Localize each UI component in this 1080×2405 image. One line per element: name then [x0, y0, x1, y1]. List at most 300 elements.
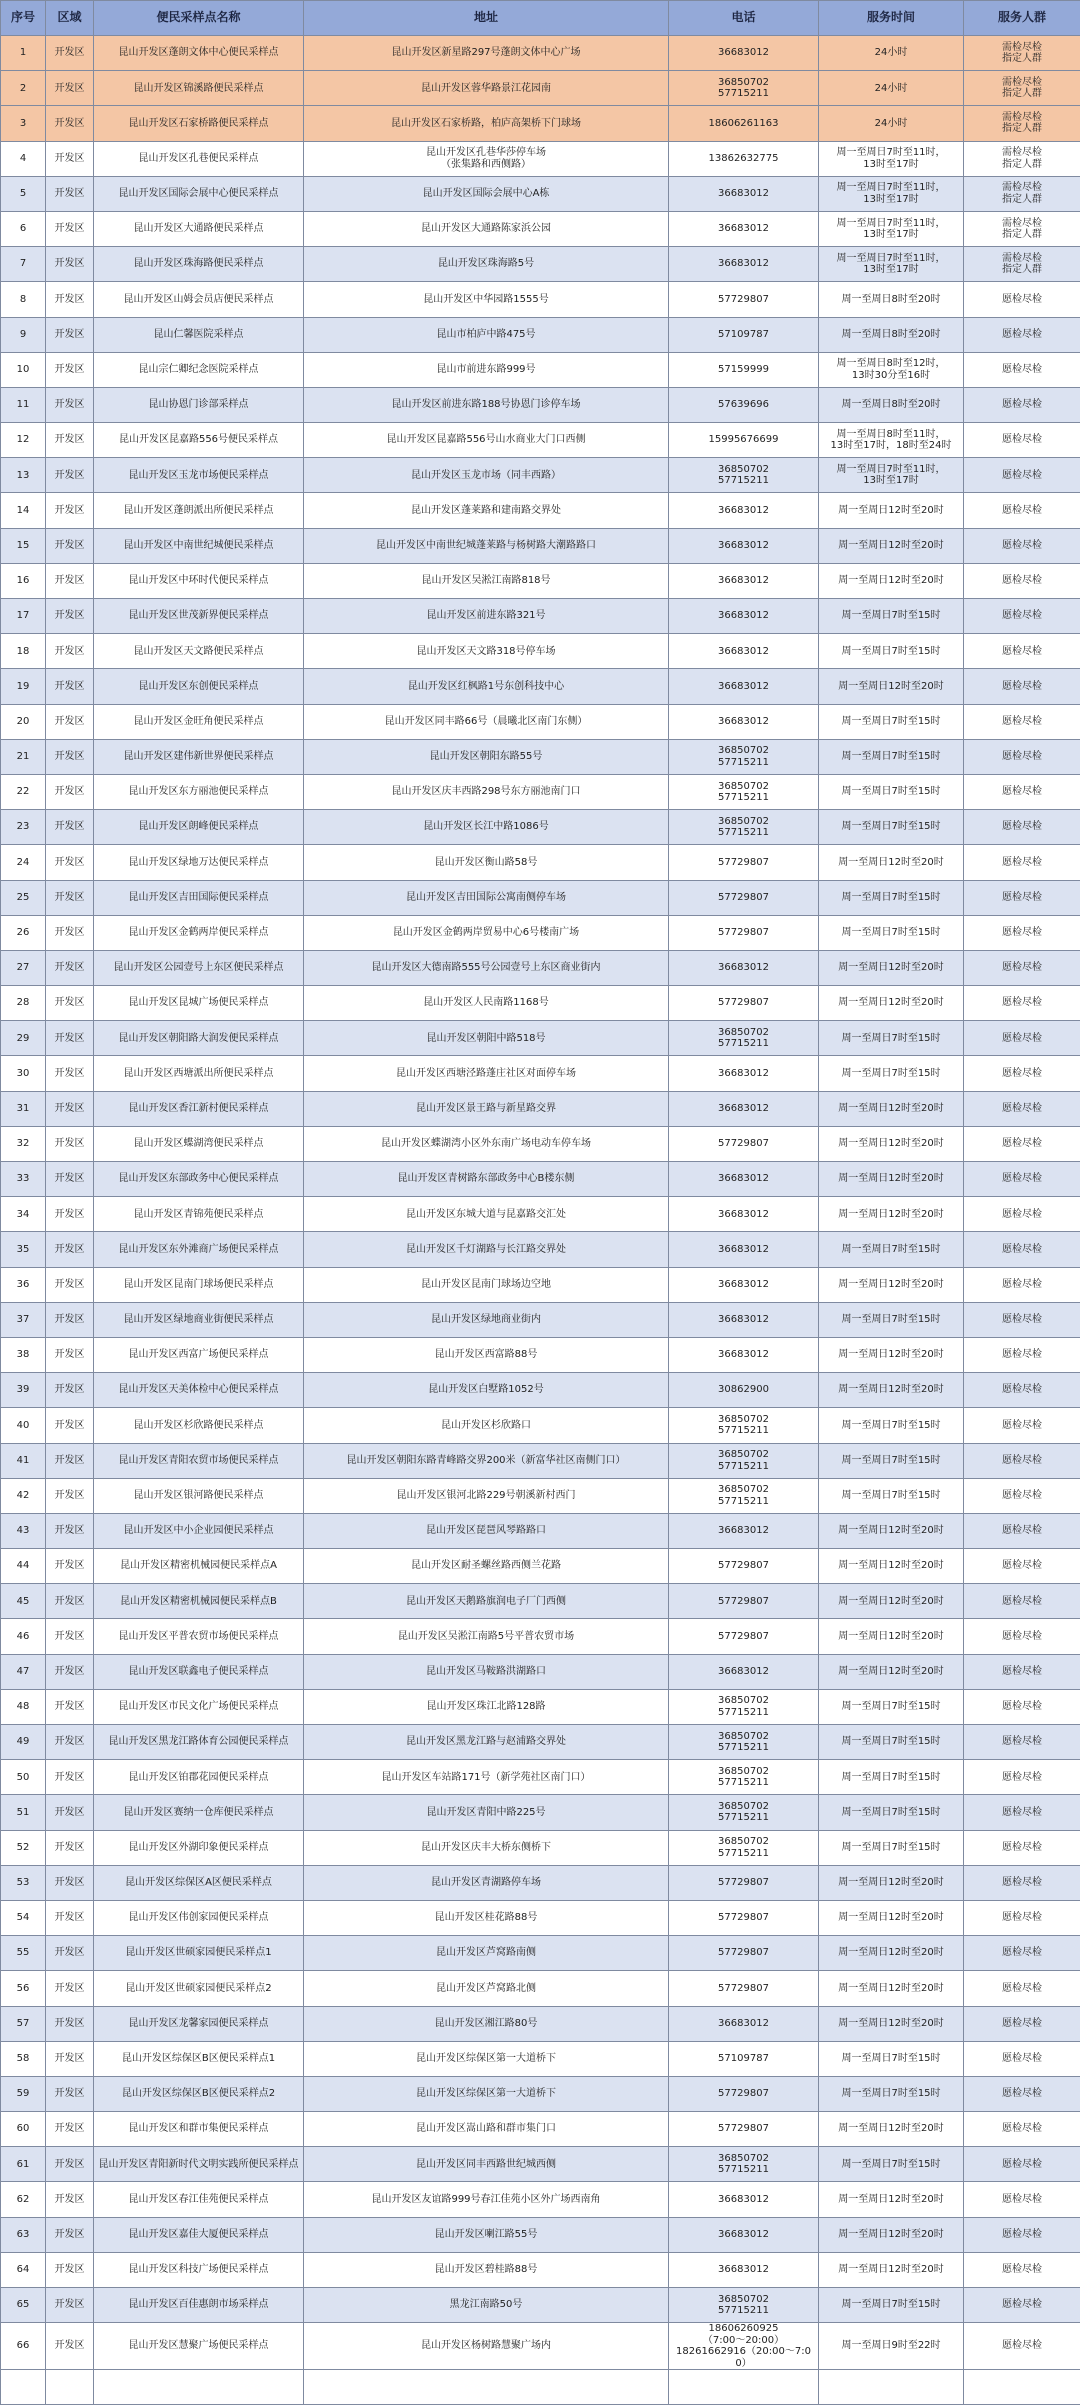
cell-address: 昆山开发区桂花路88号 [304, 1900, 669, 1935]
cell-service-time: 周一至周日7时至15时 [819, 2288, 964, 2323]
cell-service-group: 愿检尽检 [964, 1549, 1080, 1584]
cell-service-time: 周一至周日7时至15时 [819, 810, 964, 845]
cell-index: 4 [1, 141, 46, 176]
cell-address: 昆山开发区石家桥路，柏庐高架桥下门球场 [304, 106, 669, 141]
cell-index: 12 [1, 423, 46, 458]
cell-phone: 36683012 [669, 1232, 819, 1267]
cell-address: 昆山开发区千灯湖路与长江路交界处 [304, 1232, 669, 1267]
cell-district: 开发区 [46, 2006, 94, 2041]
cell-phone: 36850702 57715211 [669, 774, 819, 809]
cell-district: 开发区 [46, 2217, 94, 2252]
cell-index: 23 [1, 810, 46, 845]
table-body [1, 36, 1080, 2405]
cell-service-time: 周一至周日7时至15时 [819, 915, 964, 950]
cell-site-name: 昆山开发区东外滩商广场便民采样点 [94, 1232, 304, 1267]
cell-district: 开发区 [46, 1056, 94, 1091]
cell-phone: 57729807 [669, 1971, 819, 2006]
cell-index: 39 [1, 1373, 46, 1408]
cell-address: 昆山开发区孔巷华莎停车场 （张集路和西侧路） [304, 141, 669, 176]
empty-row [1, 2370, 1080, 2405]
cell-index: 1 [1, 36, 46, 71]
cell-site-name: 昆山开发区黑龙江路体育公园便民采样点 [94, 1725, 304, 1760]
cell-site-name: 昆山开发区天文路便民采样点 [94, 634, 304, 669]
cell-district: 开发区 [46, 1549, 94, 1584]
cell-address: 昆山开发区新星路297号蓬朗文体中心广场 [304, 36, 669, 71]
cell-site-name: 昆山开发区金旺角便民采样点 [94, 704, 304, 739]
cell-service-time: 周一至周日12时至20时 [819, 1513, 964, 1548]
table-row [1, 1443, 1080, 1478]
cell-phone: 13862632775 [669, 141, 819, 176]
cell-service-group: 愿检尽检 [964, 2147, 1080, 2182]
cell-phone: 18606260925 （7:00～20:00） 18261662916（20:00～7:00） [669, 2323, 819, 2370]
cell-service-group: 需检尽检 指定人群 [964, 36, 1080, 71]
cell-index: 20 [1, 704, 46, 739]
cell-service-time: 周一至周日12时至20时 [819, 528, 964, 563]
cell-index: 46 [1, 1619, 46, 1654]
cell-phone: 18606261163 [669, 106, 819, 141]
cell-index: 31 [1, 1091, 46, 1126]
table-row [1, 36, 1080, 71]
cell-phone: 36683012 [669, 599, 819, 634]
cell-service-group: 愿检尽检 [964, 634, 1080, 669]
cell-address: 昆山开发区庆丰大桥东侧桥下 [304, 1830, 669, 1865]
cell-district: 开发区 [46, 915, 94, 950]
cell-service-group: 愿检尽检 [964, 739, 1080, 774]
table-row [1, 1056, 1080, 1091]
cell-index: 49 [1, 1725, 46, 1760]
table-row [1, 915, 1080, 950]
table-row [1, 2041, 1080, 2076]
cell-district: 开发区 [46, 387, 94, 422]
cell-service-time: 周一至周日12时至20时 [819, 1126, 964, 1161]
cell-address: 昆山开发区天文路318号停车场 [304, 634, 669, 669]
cell-service-group: 愿检尽检 [964, 1056, 1080, 1091]
table-row [1, 1267, 1080, 1302]
cell-index: 8 [1, 282, 46, 317]
cell-service-group: 愿检尽检 [964, 1760, 1080, 1795]
cell-index: 45 [1, 1584, 46, 1619]
cell-address: 昆山开发区同丰西路世纪城西侧 [304, 2147, 669, 2182]
cell-index: 48 [1, 1689, 46, 1724]
cell-district: 开发区 [46, 1900, 94, 1935]
cell-site-name: 昆山开发区金鹤两岸便民采样点 [94, 915, 304, 950]
cell-address: 昆山开发区朝阳中路518号 [304, 1021, 669, 1056]
cell-address: 昆山开发区西富路88号 [304, 1337, 669, 1372]
cell-district: 开发区 [46, 950, 94, 985]
cell-service-group: 愿检尽检 [964, 2112, 1080, 2147]
cell-phone: 57729807 [669, 986, 819, 1021]
table-row [1, 950, 1080, 985]
cell-service-group: 愿检尽检 [964, 1302, 1080, 1337]
cell-service-group: 愿检尽检 [964, 2252, 1080, 2287]
cell-phone: 36850702 57715211 [669, 1689, 819, 1724]
cell-index: 34 [1, 1197, 46, 1232]
cell-phone: 57729807 [669, 1619, 819, 1654]
cell-address: 昆山开发区绿地商业街内 [304, 1302, 669, 1337]
cell-service-time: 周一至周日12时至20时 [819, 2182, 964, 2217]
header-phone: 电话 [669, 1, 819, 36]
table-row [1, 493, 1080, 528]
cell-site-name: 昆山开发区蓬朗派出所便民采样点 [94, 493, 304, 528]
cell-phone: 36683012 [669, 211, 819, 246]
cell-service-time: 周一至周日12时至20时 [819, 2112, 964, 2147]
cell-address: 昆山开发区朝阳东路55号 [304, 739, 669, 774]
cell-address: 昆山开发区芦窝路南侧 [304, 1936, 669, 1971]
cell-index: 58 [1, 2041, 46, 2076]
cell-service-time: 周一至周日7时至15时 [819, 1795, 964, 1830]
cell-phone: 36683012 [669, 1337, 819, 1372]
cell-index: 24 [1, 845, 46, 880]
cell-index: 32 [1, 1126, 46, 1161]
cell-service-time: 周一至周日8时至11时， 13时至17时，18时至24时 [819, 423, 964, 458]
cell-district: 开发区 [46, 1584, 94, 1619]
table-row [1, 1689, 1080, 1724]
cell-service-time: 24小时 [819, 71, 964, 106]
cell-address: 昆山开发区银河北路229号朝溪新村西门 [304, 1478, 669, 1513]
cell-district: 开发区 [46, 317, 94, 352]
cell-service-group: 愿检尽检 [964, 950, 1080, 985]
cell-service-time: 周一至周日8时至20时 [819, 317, 964, 352]
cell-index: 61 [1, 2147, 46, 2182]
cell-district: 开发区 [46, 247, 94, 282]
cell-service-group: 愿检尽检 [964, 1971, 1080, 2006]
cell-index: 54 [1, 1900, 46, 1935]
cell-district: 开发区 [46, 704, 94, 739]
cell-site-name: 昆山开发区杉欣路便民采样点 [94, 1408, 304, 1443]
cell-district: 开发区 [46, 599, 94, 634]
table-row [1, 1971, 1080, 2006]
cell-phone: 36683012 [669, 1197, 819, 1232]
cell-phone: 36683012 [669, 950, 819, 985]
table-row [1, 1373, 1080, 1408]
cell-service-time: 周一至周日7时至15时 [819, 634, 964, 669]
cell-service-group: 愿检尽检 [964, 458, 1080, 493]
cell-address: 昆山开发区友谊路999号春江佳苑小区外广场西南角 [304, 2182, 669, 2217]
cell-site-name: 昆山开发区昆城广场便民采样点 [94, 986, 304, 1021]
cell-index: 44 [1, 1549, 46, 1584]
cell-service-group: 需检尽检 指定人群 [964, 176, 1080, 211]
cell-district: 开发区 [46, 2252, 94, 2287]
cell-address: 昆山开发区吴淞江南路5号平普农贸市场 [304, 1619, 669, 1654]
cell-site-name: 昆山开发区世茂新界便民采样点 [94, 599, 304, 634]
cell-site-name: 昆山开发区慧聚广场便民采样点 [94, 2323, 304, 2370]
table-row [1, 387, 1080, 422]
cell-service-group: 愿检尽检 [964, 1267, 1080, 1302]
cell-phone: 57729807 [669, 845, 819, 880]
cell-site-name: 昆山仁馨医院采样点 [94, 317, 304, 352]
cell-index: 21 [1, 739, 46, 774]
cell-district: 开发区 [46, 1021, 94, 1056]
cell-site-name: 昆山开发区外湖印象便民采样点 [94, 1830, 304, 1865]
cell-site-name: 昆山开发区中南世纪城便民采样点 [94, 528, 304, 563]
cell-district: 开发区 [46, 1337, 94, 1372]
cell-phone: 36850702 57715211 [669, 2147, 819, 2182]
cell-service-time: 周一至周日12时至20时 [819, 1971, 964, 2006]
cell-service-group: 愿检尽检 [964, 669, 1080, 704]
table-row [1, 1584, 1080, 1619]
cell-site-name: 昆山开发区蓬朗文体中心便民采样点 [94, 36, 304, 71]
cell-service-group: 愿检尽检 [964, 1689, 1080, 1724]
cell-site-name: 昆山开发区龙馨家园便民采样点 [94, 2006, 304, 2041]
cell-phone: 36683012 [669, 1056, 819, 1091]
cell-site-name: 昆山开发区朗峰便民采样点 [94, 810, 304, 845]
cell-service-group: 愿检尽检 [964, 1408, 1080, 1443]
cell-site-name: 昆山开发区国际会展中心便民采样点 [94, 176, 304, 211]
cell-address: 昆山开发区马鞍路洪湖路口 [304, 1654, 669, 1689]
cell-site-name: 昆山开发区嘉佳大厦便民采样点 [94, 2217, 304, 2252]
cell-site-name: 昆山开发区孔巷便民采样点 [94, 141, 304, 176]
cell-address: 昆山开发区金鹤两岸贸易中心6号楼南广场 [304, 915, 669, 950]
cell-district: 开发区 [46, 1936, 94, 1971]
cell-service-group: 愿检尽检 [964, 2076, 1080, 2111]
cell-phone: 57729807 [669, 1126, 819, 1161]
cell-district: 开发区 [46, 1478, 94, 1513]
cell-site-name: 昆山开发区大通路便民采样点 [94, 211, 304, 246]
cell-phone: 36683012 [669, 2006, 819, 2041]
cell-address: 昆山开发区蝶湖湾小区外东南广场电动车停车场 [304, 1126, 669, 1161]
cell-district: 开发区 [46, 352, 94, 387]
cell-phone: 36683012 [669, 1091, 819, 1126]
cell-address: 昆山开发区白墅路1052号 [304, 1373, 669, 1408]
cell-address: 昆山开发区昆南门球场边空地 [304, 1267, 669, 1302]
cell-service-group: 愿检尽检 [964, 1091, 1080, 1126]
cell-service-time: 周一至周日7时至15时 [819, 1232, 964, 1267]
cell-phone: 36850702 57715211 [669, 810, 819, 845]
cell-district: 开发区 [46, 1971, 94, 2006]
cell-site-name: 昆山开发区市民文化广场便民采样点 [94, 1689, 304, 1724]
cell-index: 29 [1, 1021, 46, 1056]
table-row [1, 1232, 1080, 1267]
cell-service-time: 周一至周日7时至15时 [819, 1056, 964, 1091]
cell-address: 昆山开发区综保区第一大道桥下 [304, 2076, 669, 2111]
cell-phone: 57729807 [669, 1584, 819, 1619]
cell-service-time: 周一至周日7时至15时 [819, 774, 964, 809]
table-row [1, 704, 1080, 739]
cell-district: 开发区 [46, 1232, 94, 1267]
cell-site-name: 昆山宗仁卿纪念医院采样点 [94, 352, 304, 387]
cell-site-name: 昆山开发区世硕家园便民采样点1 [94, 1936, 304, 1971]
header-address: 地址 [304, 1, 669, 36]
cell-index: 2 [1, 71, 46, 106]
cell-district: 开发区 [46, 1162, 94, 1197]
cell-phone: 36683012 [669, 1513, 819, 1548]
cell-site-name: 昆山开发区精密机械园便民采样点B [94, 1584, 304, 1619]
cell-site-name: 昆山开发区世硕家园便民采样点2 [94, 1971, 304, 2006]
cell-index: 47 [1, 1654, 46, 1689]
cell-site-name: 昆山开发区平普农贸市场便民采样点 [94, 1619, 304, 1654]
table-row [1, 1513, 1080, 1548]
cell-site-name: 昆山开发区昆南门球场便民采样点 [94, 1267, 304, 1302]
cell-site-name: 昆山开发区吉田国际便民采样点 [94, 880, 304, 915]
table-row [1, 1936, 1080, 1971]
cell-index: 40 [1, 1408, 46, 1443]
cell-index: 27 [1, 950, 46, 985]
cell-service-time: 周一至周日12时至20时 [819, 1373, 964, 1408]
table-row [1, 1760, 1080, 1795]
cell-service-time: 周一至周日12时至20时 [819, 2006, 964, 2041]
cell-service-time: 周一至周日12时至20时 [819, 493, 964, 528]
cell-district: 开发区 [46, 2147, 94, 2182]
cell-address: 昆山开发区吉田国际公寓南侧停车场 [304, 880, 669, 915]
cell-district: 开发区 [46, 1725, 94, 1760]
cell-service-group: 愿检尽检 [964, 915, 1080, 950]
cell-index: 11 [1, 387, 46, 422]
cell-service-group: 愿检尽检 [964, 845, 1080, 880]
cell-service-time: 周一至周日12时至20时 [819, 1584, 964, 1619]
cell-index: 28 [1, 986, 46, 1021]
cell-address: 昆山开发区昆嘉路556号山水商业大门口西侧 [304, 423, 669, 458]
cell-address: 昆山开发区国际会展中心A栋 [304, 176, 669, 211]
table-row [1, 1162, 1080, 1197]
cell-service-time: 周一至周日7时至15时 [819, 880, 964, 915]
cell-district: 开发区 [46, 176, 94, 211]
table-row [1, 1654, 1080, 1689]
cell-address: 昆山市柏庐中路475号 [304, 317, 669, 352]
table-row [1, 1126, 1080, 1161]
cell-address: 昆山开发区玉龙市场（同丰西路） [304, 458, 669, 493]
cell-district: 开发区 [46, 211, 94, 246]
cell-service-time: 周一至周日7时至11时， 13时至17时 [819, 211, 964, 246]
cell-phone: 36683012 [669, 2217, 819, 2252]
cell-site-name: 昆山开发区石家桥路便民采样点 [94, 106, 304, 141]
empty-cell [1, 2370, 46, 2405]
cell-address: 昆山开发区东城大道与昆嘉路交汇处 [304, 1197, 669, 1232]
cell-service-group: 愿检尽检 [964, 2041, 1080, 2076]
cell-phone: 36683012 [669, 1267, 819, 1302]
cell-phone: 36850702 57715211 [669, 1443, 819, 1478]
table-row [1, 669, 1080, 704]
cell-service-time: 周一至周日12时至20时 [819, 563, 964, 598]
cell-service-time: 周一至周日12时至20时 [819, 2217, 964, 2252]
cell-site-name: 昆山开发区昆嘉路556号便民采样点 [94, 423, 304, 458]
cell-service-time: 周一至周日12时至20时 [819, 2252, 964, 2287]
table-row [1, 739, 1080, 774]
cell-index: 30 [1, 1056, 46, 1091]
cell-site-name: 昆山开发区建伟新世界便民采样点 [94, 739, 304, 774]
table-row [1, 71, 1080, 106]
cell-phone: 57729807 [669, 1900, 819, 1935]
cell-index: 15 [1, 528, 46, 563]
cell-district: 开发区 [46, 1760, 94, 1795]
cell-service-time: 24小时 [819, 106, 964, 141]
cell-site-name: 昆山协恩门诊部采样点 [94, 387, 304, 422]
cell-service-group: 愿检尽检 [964, 1795, 1080, 1830]
cell-phone: 36683012 [669, 1302, 819, 1337]
cell-address: 昆山开发区芦窝路北侧 [304, 1971, 669, 2006]
cell-site-name: 昆山开发区东部政务中心便民采样点 [94, 1162, 304, 1197]
cell-index: 26 [1, 915, 46, 950]
cell-phone: 57729807 [669, 2112, 819, 2147]
cell-district: 开发区 [46, 458, 94, 493]
cell-service-time: 周一至周日12时至20时 [819, 1619, 964, 1654]
cell-address: 昆山开发区青树路东部政务中心B楼东侧 [304, 1162, 669, 1197]
table-row [1, 247, 1080, 282]
cell-address: 昆山开发区天鹅路旗润电子厂门西侧 [304, 1584, 669, 1619]
cell-district: 开发区 [46, 493, 94, 528]
cell-service-time: 周一至周日8时至20时 [819, 282, 964, 317]
cell-service-group: 愿检尽检 [964, 563, 1080, 598]
cell-site-name: 昆山开发区中小企业园便民采样点 [94, 1513, 304, 1548]
header-service-time: 服务时间 [819, 1, 964, 36]
cell-index: 43 [1, 1513, 46, 1548]
cell-service-time: 周一至周日12时至20时 [819, 1162, 964, 1197]
cell-site-name: 昆山开发区绿地商业街便民采样点 [94, 1302, 304, 1337]
cell-service-group: 愿检尽检 [964, 774, 1080, 809]
cell-service-time: 周一至周日12时至20时 [819, 1197, 964, 1232]
cell-service-group: 愿检尽检 [964, 423, 1080, 458]
cell-service-group: 需检尽检 指定人群 [964, 106, 1080, 141]
cell-phone: 57729807 [669, 880, 819, 915]
table-row [1, 634, 1080, 669]
cell-index: 7 [1, 247, 46, 282]
table-row [1, 2076, 1080, 2111]
cell-site-name: 昆山开发区青阳新时代文明实践所便民采样点 [94, 2147, 304, 2182]
cell-service-time: 周一至周日12时至20时 [819, 986, 964, 1021]
table-row [1, 141, 1080, 176]
cell-district: 开发区 [46, 1408, 94, 1443]
cell-index: 5 [1, 176, 46, 211]
cell-service-group: 愿检尽检 [964, 2006, 1080, 2041]
table-row [1, 458, 1080, 493]
header-service-group: 服务人群 [964, 1, 1080, 36]
table-row [1, 211, 1080, 246]
cell-service-group: 愿检尽检 [964, 1337, 1080, 1372]
cell-address: 昆山开发区湘江路80号 [304, 2006, 669, 2041]
cell-district: 开发区 [46, 71, 94, 106]
cell-service-group: 需检尽检 指定人群 [964, 247, 1080, 282]
cell-district: 开发区 [46, 563, 94, 598]
table-row [1, 2323, 1080, 2370]
cell-address: 昆山开发区综保区第一大道桥下 [304, 2041, 669, 2076]
cell-district: 开发区 [46, 141, 94, 176]
cell-address: 昆山开发区喇江路55号 [304, 2217, 669, 2252]
cell-address: 昆山开发区中南世纪城蓬莱路与杨树路大潮路路口 [304, 528, 669, 563]
cell-phone: 57729807 [669, 1549, 819, 1584]
cell-phone: 36850702 57715211 [669, 1795, 819, 1830]
cell-phone: 57639696 [669, 387, 819, 422]
table-header-row [1, 1, 1080, 36]
cell-address: 昆山开发区庆丰西路298号东方丽池南门口 [304, 774, 669, 809]
cell-district: 开发区 [46, 1267, 94, 1302]
cell-site-name: 昆山开发区银河路便民采样点 [94, 1478, 304, 1513]
table-row [1, 2006, 1080, 2041]
cell-phone: 57109787 [669, 317, 819, 352]
cell-service-group: 愿检尽检 [964, 2288, 1080, 2323]
cell-site-name: 昆山开发区赛纳一仓库便民采样点 [94, 1795, 304, 1830]
cell-site-name: 昆山开发区蝶湖湾便民采样点 [94, 1126, 304, 1161]
cell-service-time: 周一至周日9时至22时 [819, 2323, 964, 2370]
cell-district: 开发区 [46, 845, 94, 880]
cell-index: 9 [1, 317, 46, 352]
cell-phone: 36683012 [669, 528, 819, 563]
cell-index: 33 [1, 1162, 46, 1197]
cell-service-group: 愿检尽检 [964, 1021, 1080, 1056]
cell-index: 51 [1, 1795, 46, 1830]
cell-district: 开发区 [46, 1302, 94, 1337]
cell-phone: 36850702 57715211 [669, 1021, 819, 1056]
cell-phone: 36850702 57715211 [669, 2288, 819, 2323]
table-row [1, 2288, 1080, 2323]
table-row [1, 2182, 1080, 2217]
cell-service-time: 周一至周日7时至15时 [819, 1830, 964, 1865]
cell-phone: 36850702 57715211 [669, 1478, 819, 1513]
cell-site-name: 昆山开发区锦溪路便民采样点 [94, 71, 304, 106]
cell-index: 41 [1, 1443, 46, 1478]
cell-index: 59 [1, 2076, 46, 2111]
cell-phone: 36683012 [669, 669, 819, 704]
cell-phone: 57159999 [669, 352, 819, 387]
cell-service-time: 24小时 [819, 36, 964, 71]
